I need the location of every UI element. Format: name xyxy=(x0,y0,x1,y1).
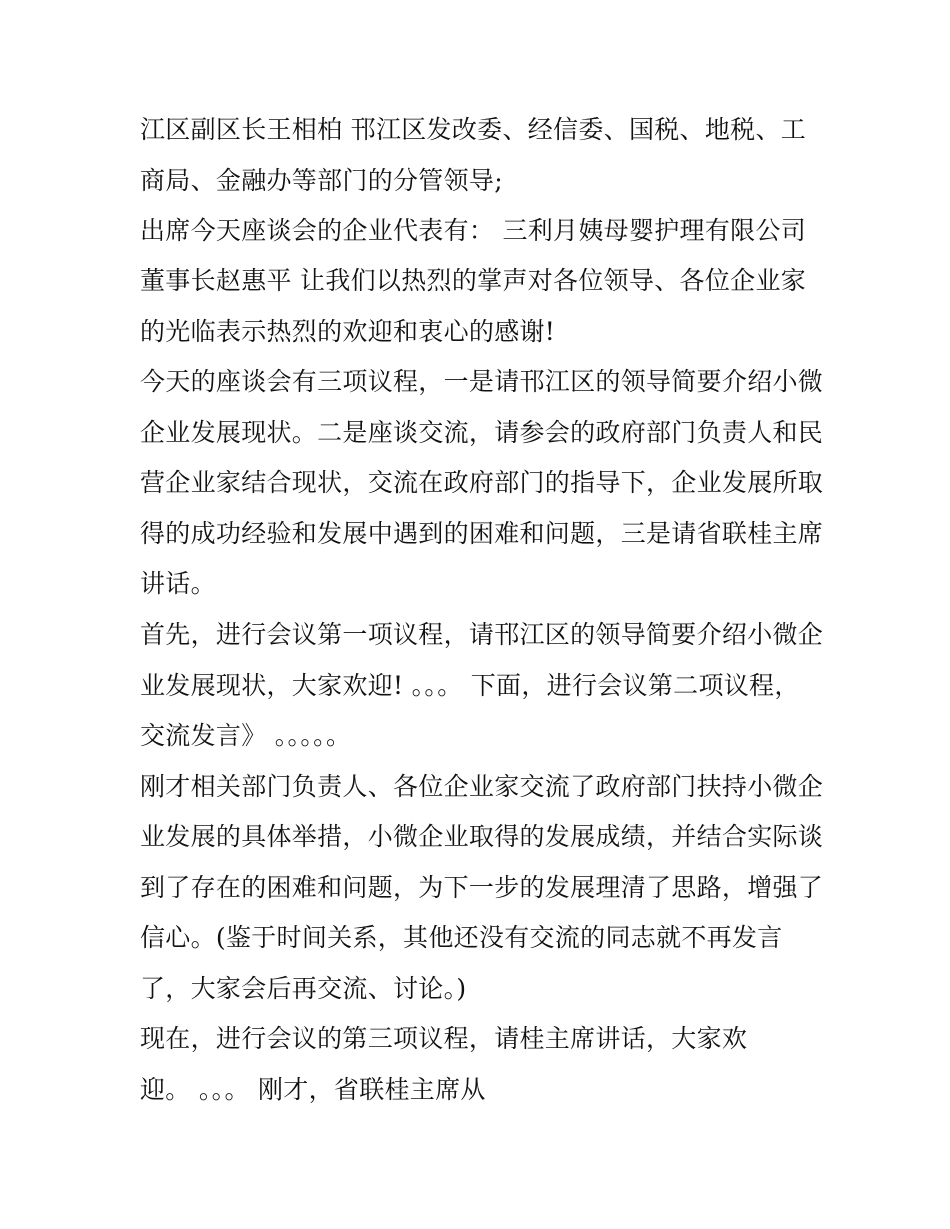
text-line: 的光临表示热烈的欢迎和衷心的感谢! xyxy=(140,317,556,346)
text-line: 交流发言》 。。。。。 xyxy=(140,721,352,750)
text-line: 得的成功经验和发展中遇到的困难和问题，三是请省联桂主席 xyxy=(140,519,824,548)
text-line: 江区副区长王相柏 邗江区发改委、经信委、国税、地税、工 xyxy=(140,115,807,144)
text-line: 业发展现状，大家欢迎! 。。。 下面，进行会议第二项议程， xyxy=(140,671,800,700)
text-line: 刚才相关部门负责人、各位企业家交流了政府部门扶持小微企 xyxy=(140,772,824,801)
text-line: 出席今天座谈会的企业代表有： 三利月姨母婴护理有限公司 xyxy=(140,216,807,245)
text-line: 到了存在的困难和问题，为下一步的发展理清了思路，增强了 xyxy=(140,873,824,902)
text-line: 商局、金融办等部门的分管领导; xyxy=(140,166,503,195)
text-line: 企业发展现状。二是座谈交流，请参会的政府部门负责人和民 xyxy=(140,418,824,447)
text-line: 营企业家结合现状，交流在政府部门的指导下，企业发展所取 xyxy=(140,468,824,497)
text-line: 讲话。 xyxy=(140,569,216,598)
text-line: 现在，进行会议的第三项议程，请桂主席讲话，大家欢 xyxy=(140,1024,748,1053)
text-line: 董事长赵惠平 让我们以热烈的掌声对各位领导、各位企业家 xyxy=(140,266,807,295)
text-line: 迎。 。。。 刚才，省联桂主席从 xyxy=(140,1075,486,1104)
text-line: 信心。(鉴于时间关系，其他还没有交流的同志就不再发言 xyxy=(140,923,783,952)
text-line: 首先，进行会议第一项议程，请邗江区的领导简要介绍小微企 xyxy=(140,620,824,649)
text-line: 了，大家会后再交流、讨论。) xyxy=(140,974,467,1003)
text-line: 今天的座谈会有三项议程，一是请邗江区的领导简要介绍小微 xyxy=(140,367,824,396)
text-line: 业发展的具体举措，小微企业取得的发展成绩，并结合实际谈 xyxy=(140,822,824,851)
